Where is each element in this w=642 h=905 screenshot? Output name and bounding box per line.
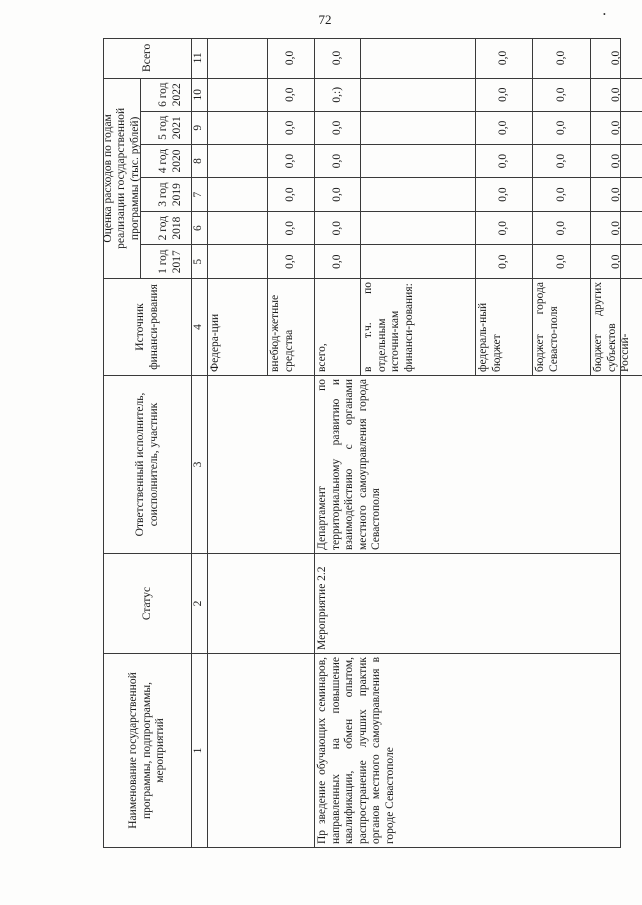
column-number: 11 (191, 38, 207, 79)
value-cell: 0,0 (314, 38, 360, 79)
value-cell (207, 38, 267, 79)
value-cell (360, 79, 475, 112)
value-cell: 0,0 (532, 212, 590, 246)
value-cell: 0,0 (590, 178, 642, 212)
column-number: 9 (191, 112, 207, 145)
value-cell: 0,0 (267, 145, 314, 179)
source-cell: внебюд-жетные средства (267, 279, 314, 376)
value-cell: 0,0 (475, 145, 532, 179)
measure-executor: Департамент по территориальному развитию и взаимодействию с органами местного самоуправления города Севастополя (314, 376, 621, 554)
value-cell: 0,0 (314, 145, 360, 179)
column-number: 10 (191, 79, 207, 112)
value-cell (207, 79, 267, 112)
value-cell: 0,0 (267, 38, 314, 79)
empty-cell (207, 554, 314, 654)
value-cell: 0,0 (532, 79, 590, 112)
value-cell: 0,0 (590, 212, 642, 246)
value-cell: 0,0 (532, 178, 590, 212)
header-estimate: Оценка расходов по годам реализации государственной программы (тыс. рублей) (103, 79, 140, 279)
source-cell: бюджет города Севасто-поля (532, 279, 590, 376)
value-cell (207, 245, 267, 279)
year-header: 1 год 2017 (140, 245, 191, 279)
value-cell (207, 212, 267, 246)
value-cell: 0,0 (267, 212, 314, 246)
value-cell: 0,:) (314, 79, 360, 112)
year-header: 3 год 2019 (140, 178, 191, 212)
value-cell: 0,0 (314, 245, 360, 279)
value-cell (360, 245, 475, 279)
value-cell: 0,0 (267, 79, 314, 112)
page-number: 72 (318, 12, 332, 27)
measure-status: Мероприятие 2.2 (314, 554, 621, 654)
empty-cell (207, 376, 314, 554)
value-cell (360, 212, 475, 246)
year-header: 5 год 2021 (140, 112, 191, 145)
value-cell: 0,0 (590, 245, 642, 279)
header-name: Наименование государственной программы, подпрограммы, мероприятий (103, 654, 191, 848)
value-cell: 0,0 (267, 245, 314, 279)
header-total: Всего (103, 38, 191, 79)
value-cell (207, 145, 267, 179)
value-cell: 0,0 (314, 112, 360, 145)
source-cell: в т.ч. по отдельным источни-кам финанси-рования: (360, 279, 475, 376)
measure-name: Пр зведение обучающих семинаров, направленных на повышение квалификации, обмен опытом, распространение лучших практик органов местного самоуправления в городе Севастополе (314, 654, 621, 848)
column-number: 2 (191, 554, 207, 654)
column-number: 8 (191, 145, 207, 179)
value-cell: 0,0 (532, 112, 590, 145)
source-cell: Федера-ции (207, 279, 267, 376)
value-cell: 0,0 (475, 38, 532, 79)
value-cell: 0,0 (267, 178, 314, 212)
column-number: 4 (191, 279, 207, 376)
column-number: 1 (191, 654, 207, 848)
scan-speck: • (603, 10, 606, 19)
value-cell: 0,0 (475, 79, 532, 112)
header-status: Статус (103, 554, 191, 654)
value-cell (360, 178, 475, 212)
value-cell (360, 112, 475, 145)
year-header: 6 год 2022 (140, 79, 191, 112)
value-cell: 0,0 (475, 212, 532, 246)
value-cell: 0,0 (532, 38, 590, 79)
empty-cell (207, 654, 314, 848)
value-cell: 0,0 (590, 79, 642, 112)
value-cell: 0,0 (314, 212, 360, 246)
value-cell (360, 38, 475, 79)
value-cell (207, 112, 267, 145)
header-source: Источник финанси-рования (103, 279, 191, 376)
value-cell (207, 178, 267, 212)
source-cell: федераль-ный бюджет (475, 279, 532, 376)
expenditure-table (101, 38, 631, 848)
value-cell: 0,0 (475, 112, 532, 145)
column-number: 6 (191, 212, 207, 246)
value-cell: 0,0 (532, 245, 590, 279)
column-number: 3 (191, 376, 207, 554)
value-cell: 0,0 (267, 112, 314, 145)
column-number: 5 (191, 245, 207, 279)
value-cell: 0,0 (314, 178, 360, 212)
source-cell: всего, (314, 279, 360, 376)
value-cell: 0,0 (475, 245, 532, 279)
year-header: 2 год 2018 (140, 212, 191, 246)
value-cell (360, 145, 475, 179)
source-cell: бюджет других субъектов Россий- (590, 279, 642, 376)
value-cell: 0,0 (590, 145, 642, 179)
value-cell: 0,0 (532, 145, 590, 179)
value-cell: 0,0 (590, 112, 642, 145)
value-cell: 0,0 (475, 178, 532, 212)
column-number: 7 (191, 178, 207, 212)
value-cell: 0,0 (590, 38, 642, 79)
header-executor: Ответственный исполнитель, соисполнитель, участник (103, 376, 191, 554)
year-header: 4 год 2020 (140, 145, 191, 179)
